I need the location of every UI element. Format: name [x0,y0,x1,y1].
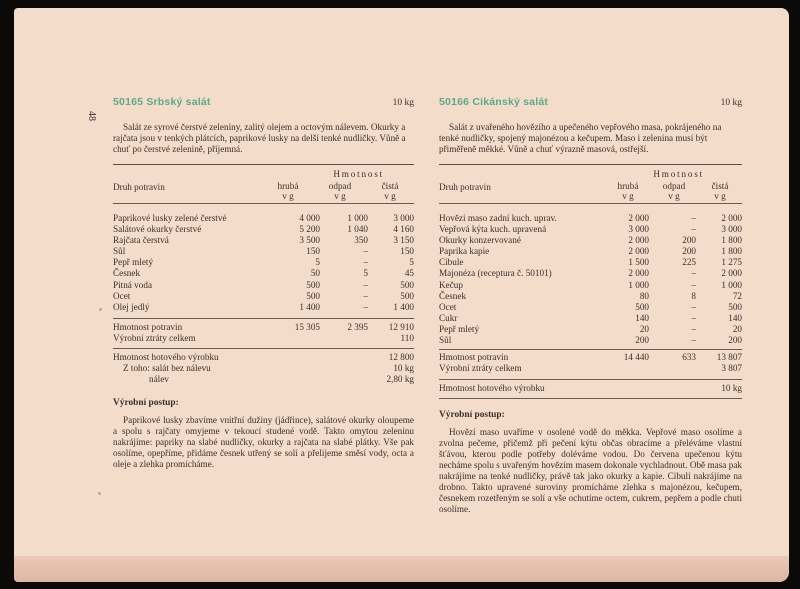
total-row: Hmotnost potravin 15 305 2 395 12 910 [113,321,414,332]
total-row: Hmotnost potravin 14 440 633 13 807 [439,352,742,363]
ingredient-row: Paprikové lusky zelené čerstvé 4 000 1 000 3 000 [113,213,414,223]
ingredient-row: Ocet 500 – 500 [439,301,742,312]
procedure-text: Hovězí maso uvaříme v osolené vodě do měkka. Vepřové maso osolíme a zvolna pečeme, přičemž při pečení kýtu občas obracíme a přeléváme vlastní šťávou, kterou podle potřeby doléváme vodou. Do červena upečenou kýtu necháme spolu s uvařeným hovězím masem dokonale vychladnout. Obě masa pak nakrájíme na tenké nudličky, právě tak jako okurky a kapie. Cibuli nakrájíme na drobno. Takto upravené suroviny promícháme zlehka s majonézou, kečupem, česnekem rozetřeným se solí a vše ochutíme octem, cukrem, pepřem a podle chuti osolíme. [439,427,742,515]
ingredient-row: Česnek 80 8 72 [439,290,742,301]
recipe-yield: 10 kg [720,98,742,108]
ingredient-row: Vepřová kýta kuch. upravená 3 000 – 3 000 [439,224,742,235]
ingredient-row: Česnek 50 5 45 [113,268,414,279]
finished-rule [439,398,742,399]
header-unit: v g [622,191,634,201]
header-net: čistá [381,181,399,191]
ingredient-row: Cukr 140 – 140 [439,312,742,323]
ingredient-row: Okurky konzervované 2 000 200 1 800 [439,235,742,246]
procedure-text: Paprikové lusky zbavíme vnitřní dužiny (jádřince), salátové okurky oloupeme a spolu s rajčaty omyjeme v tekoucí studené vodě. Takto omytou zeleninu nakrájíme: papriky na slabé nudličky, okurky a rajčata na slabé plátky. Vše pak osolíme, opepříme, přidáme česnek utřený se solí a přelijeme směsí vody, octa a oleje a zlehka promícháme. [113,415,414,470]
recipe-description: Salát z uvařeného hovězího a upečeného vepřového masa, pokrájeného na tenké nudličky, spojený majonézou a kečupem. Maso i zelenina musí být přiměřeně měkké. Vůně a chuť výrazně masová, ostřejší. [439,122,722,154]
ingredient-row: Sůl 150 – 150 [113,246,414,257]
header-unit: v g [668,191,680,201]
print-speck [98,492,101,495]
header-hmotnost: Hmotnost [333,169,384,179]
header-unit: v g [334,191,346,201]
finished-row: Hmotnost hotového výrobku 10 kg [439,383,742,394]
header-gross: hrubá [617,181,639,191]
recipe-50166 [439,97,742,515]
ingredient-row: Rajčata čerstvá 3 500 350 3 150 [113,235,414,246]
table-header [113,165,414,203]
losses-row: Výrobní ztráty celkem 110 [113,332,414,343]
header-waste: odpad [328,181,352,191]
header-unit: v g [282,191,294,201]
recipe-description: Salát ze syrové čerstvé zeleniny, zalitý olejem a octovým nálevem. Okurky a rajčata jsou v tenkých plátcích, paprikové lusky na delší tenké nudličky. Vůně a chuť po čerstvé zelenině, příjemná. [113,122,406,154]
ingredient-row: Paprika kapie 2 000 200 1 800 [439,246,742,257]
ingredient-row: Pepř mletý 20 – 20 [439,323,742,334]
print-speck [99,308,102,311]
ingredient-row: Olej jedlý 1 400 – 1 400 [113,301,414,312]
recipe-title-row [439,97,742,109]
ingredient-row: Pitná voda 500 – 500 [113,279,414,290]
ingredient-row: Sůl 200 – 200 [439,335,742,346]
of-which-row: Z toho: salát bez nálevu 10 kg [123,363,414,374]
recipe-yield: 10 kg [392,98,414,108]
procedure-heading: Výrobní postup: [113,398,179,409]
header-unit: v g [384,191,396,201]
header-net: čistá [711,181,729,191]
header-unit: v g [714,191,726,201]
table-header [439,165,742,203]
brine-row: nálev 2,80 kg [149,374,414,385]
header-druh: Druh potravin [113,182,165,192]
ingredient-row: Kečup 1 000 – 1 000 [439,279,742,290]
recipe-title: 50166 Cikánský salát [439,96,549,108]
recipe-50165 [113,97,414,470]
recipe-title-row [113,97,414,109]
ingredient-row: Hovězí maso zadní kuch. uprav. 2 000 – 2 000 [439,213,742,223]
ingredient-row: Salátové okurky čerstvé 5 200 1 040 4 160 [113,224,414,235]
header-waste: odpad [662,181,686,191]
ingredient-list [439,213,742,346]
header-druh: Druh potravin [439,182,491,192]
ingredient-list [113,213,414,313]
header-gross: hrubá [277,181,299,191]
losses-row: Výrobní ztráty celkem 3 807 [439,363,742,374]
ingredient-row: Ocet 500 – 500 [113,290,414,301]
procedure-heading: Výrobní postup: [439,410,505,421]
finished-row: Hmotnost hotového výrobku 12 800 [113,352,414,363]
ingredient-row: Pepř mletý 5 – 5 [113,257,414,268]
recipe-title: 50165 Srbský salát [113,96,211,108]
ingredient-row: Majonéza (receptura č. 50101) 2 000 – 2 000 [439,268,742,279]
ingredient-row: Cibule 1 500 225 1 275 [439,257,742,268]
header-hmotnost: Hmotnost [653,169,704,179]
page-number: 48 [86,111,97,121]
